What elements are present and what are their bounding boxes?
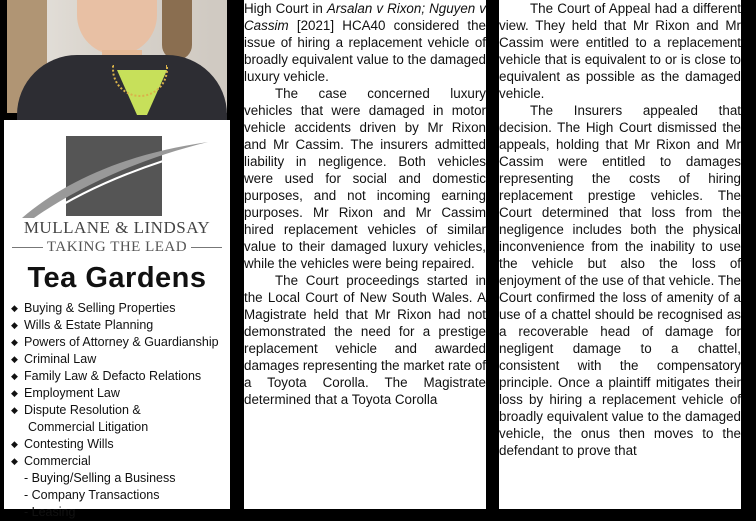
service-item xyxy=(8,385,230,402)
law-firm-advertisement xyxy=(4,120,230,519)
article-column-1 xyxy=(244,0,486,509)
service-item xyxy=(8,368,230,385)
service-label: Dispute Resolution & xyxy=(24,403,141,417)
service-item xyxy=(8,402,230,419)
service-item xyxy=(8,334,230,351)
service-item xyxy=(8,419,230,436)
service-item xyxy=(8,470,230,487)
tagline-rule-right xyxy=(191,247,222,248)
bullet-icon: ◆ xyxy=(11,303,18,313)
bullet-icon: ◆ xyxy=(11,320,18,330)
service-label: - Company Transactions xyxy=(24,488,160,502)
service-label: Commercial Litigation xyxy=(28,420,149,434)
bullet-icon: ◆ xyxy=(11,354,18,364)
service-label: Contesting Wills xyxy=(24,437,114,451)
firm-logo xyxy=(4,120,230,220)
article-paragraph: The Court of Appeal had a different view. They held that Mr Rixon and Mr Cassim were entitled to a replacement vehicle that is equivalent to or is close to equivalent as possible as the damaged vehicle. xyxy=(499,1,741,101)
bullet-icon: ◆ xyxy=(11,405,18,415)
service-label: Employment Law xyxy=(24,386,120,400)
bullet-icon: ◆ xyxy=(11,439,18,449)
logo-dark-square xyxy=(66,136,162,216)
bullet-icon: ◆ xyxy=(11,388,18,398)
bullet-icon: ◆ xyxy=(11,371,18,381)
service-label: Commercial xyxy=(24,454,91,468)
lawyer-portrait-photo xyxy=(7,0,227,113)
service-label: Criminal Law xyxy=(24,352,97,366)
article-intro-paragraph: High Court in Arsalan v Rixon; Nguyen v Cassim [2021] HCA40 considered the issue of hiring a replacement vehicle of broadly equivalent value to the damaged luxury vehicle. xyxy=(244,1,486,84)
service-label: Powers of Attorney & Guardianship xyxy=(24,335,219,349)
firm-tagline xyxy=(12,239,222,255)
services-list xyxy=(8,300,230,521)
service-item xyxy=(8,351,230,368)
tagline-text: TAKING THE LEAD xyxy=(46,238,188,255)
service-item xyxy=(8,487,230,504)
firm-name: MULLANE & LINDSAY xyxy=(23,218,211,237)
bullet-icon: ◆ xyxy=(11,456,18,466)
service-item xyxy=(8,504,230,521)
service-item xyxy=(8,453,230,470)
tagline-rule-left xyxy=(12,247,43,248)
service-label: - Leasing xyxy=(24,505,76,519)
article-paragraph: The case concerned luxury vehicles that were damaged in motor vehicle accidents driven by Mr Rixon and Mr Cassim. The insurers admitted liability in negligence. Both vehicles were used for social and domestic purposes, and not incoming earning purposes. Mr Rixon and Mr Cassim hired replacement vehicles of similar value to their damaged luxury vehicles, while the vehicles were being repaired. xyxy=(244,86,486,271)
article-paragraph: The Court proceedings started in the Local Court of New South Wales. A Magistrate held that Mr Rixon had not demonstrated the need for a prestige replacement vehicle and awarded damages representing the market rate of a Toyota Corolla. The Magistrate determined that a Toyota Corolla xyxy=(244,273,486,407)
service-item xyxy=(8,300,230,317)
service-label: Buying & Selling Properties xyxy=(24,301,176,315)
case-citation: Arsalan v Rixon; Nguyen v Cassim xyxy=(244,1,486,33)
article-paragraph: The Insurers appealed that decision. The High Court dismissed the appeals, holding that Mr Rixon and Mr Cassim were entitled to damages representing the costs of hiring replacement prestige vehicles. The Court determined that loss from the negligence includes both the physical inconvenience from the inability to use the vehicle but also the loss of enjoyment of the use of that vehicle. The Court confirmed the loss of amenity of a use of a chattel should be recognised as a recoverable head of damage for negligent damage to a chattel, consistent with the compensatory principle. Once a plaintiff mitigates their loss by hiring a replacement vehicle of broadly equivalent value to the damaged vehicle, the onus then moves to the defendant to prove that xyxy=(499,103,741,458)
service-label: Family Law & Defacto Relations xyxy=(24,369,202,383)
bullet-icon: ◆ xyxy=(11,337,18,347)
service-label: Wills & Estate Planning xyxy=(24,318,154,332)
service-item xyxy=(8,317,230,334)
office-location: Tea Gardens xyxy=(27,262,207,294)
service-label: - Buying/Selling a Business xyxy=(24,471,176,485)
service-item xyxy=(8,436,230,453)
article-column-2 xyxy=(499,0,741,509)
